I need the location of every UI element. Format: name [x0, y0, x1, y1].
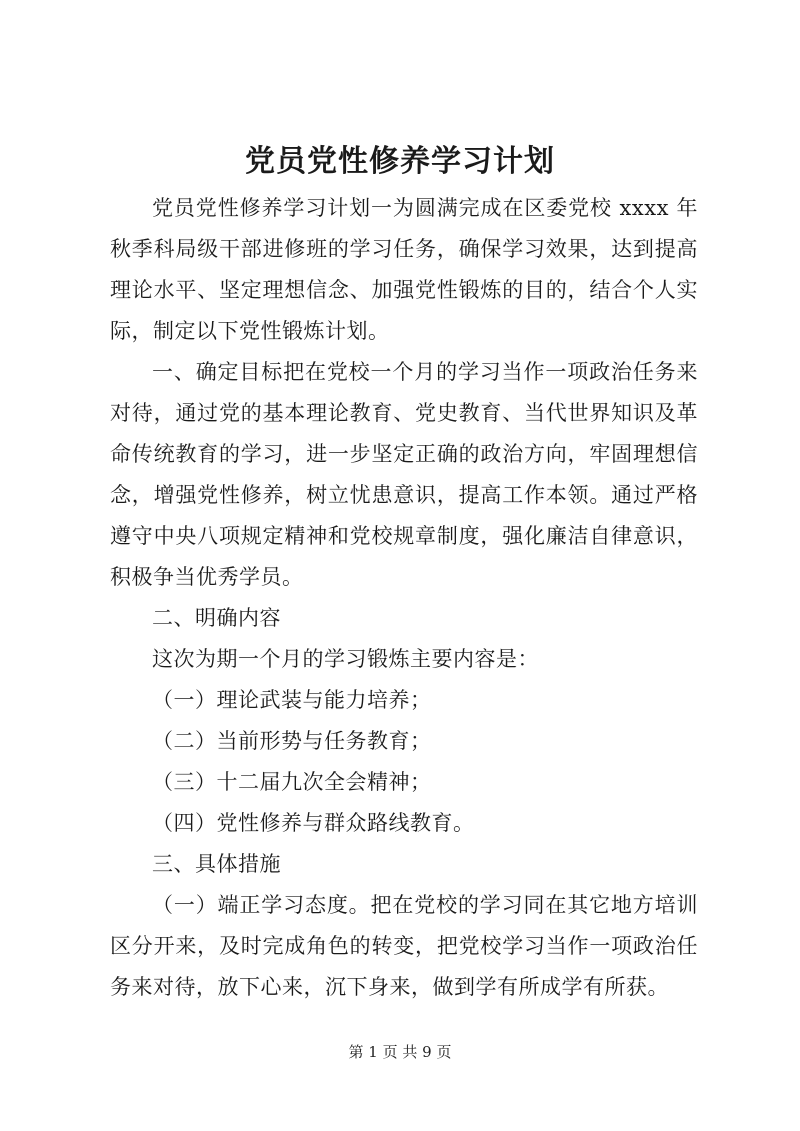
paragraph-intro: 党员党性修养学习计划一为圆满完成在区委党校 xxxx 年秋季科局级干部进修班的学习任务，确保学习效果，达到提高理论水平、坚定理想信念、加强党性锻炼的目的，结合个人实际，制定以下党性锻炼计划。 [110, 196, 698, 343]
page-number-footer: 第 1 页 共 9 页 [348, 1043, 452, 1061]
list-item-4: （四）党性修养与群众路线教育。 [152, 811, 475, 835]
document-body [110, 188, 698, 1008]
paragraph-section-1: 一、确定目标把在党校一个月的学习当作一项政治任务来对待，通过党的基本理论教育、党史教育、当代世界知识及革命传统教育的学习，进一步坚定正确的政治方向，牢固理想信念，增强党性修养，树立忧患意识，提高工作本领。通过严格遵守中央八项规定精神和党校规章制度，强化廉洁自律意识，积极争当优秀学员。 [110, 360, 698, 589]
paragraph-content-intro: 这次为期一个月的学习锻炼主要内容是： [152, 647, 539, 671]
list-item-3: （三）十二届九次全会精神； [152, 770, 432, 794]
heading-section-3: 三、具体措施 [152, 852, 281, 876]
paragraph-measure-1: （一）端正学习态度。把在党校的学习同在其它地方培训区分开来，及时完成角色的转变，把党校学习当作一项政治任务来对待，放下心来，沉下身来，做到学有所成学有所获。 [110, 893, 698, 999]
document-title: 党员党性修养学习计划 [245, 144, 555, 179]
list-item-2: （二）当前形势与任务教育； [152, 729, 432, 753]
list-item-1: （一）理论武装与能力培养； [152, 688, 432, 712]
heading-section-2: 二、明确内容 [152, 606, 281, 630]
